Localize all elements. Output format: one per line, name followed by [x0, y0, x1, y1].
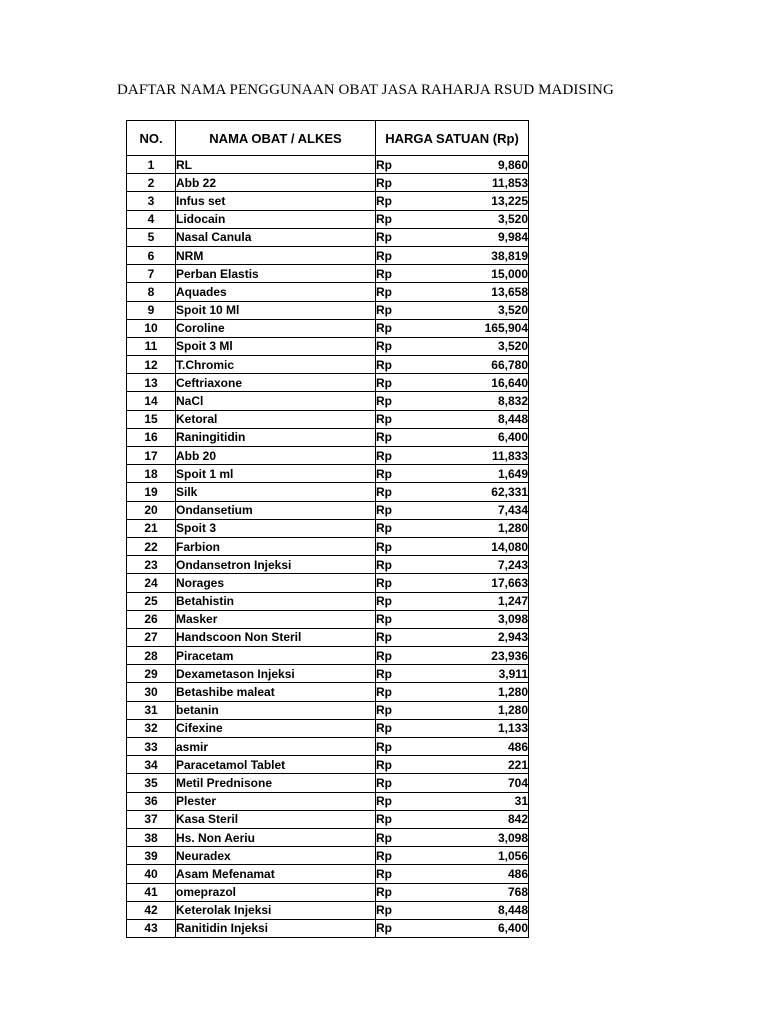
price-cell — [376, 228, 529, 246]
row-number: 36 — [127, 792, 176, 810]
currency-label: Rp — [376, 630, 392, 645]
currency-label: Rp — [376, 357, 392, 372]
currency-label: Rp — [376, 430, 392, 445]
price-cell — [376, 537, 529, 555]
table-row — [127, 319, 529, 337]
price-cell — [376, 828, 529, 846]
row-number: 5 — [127, 228, 176, 246]
price-value: 7,243 — [497, 557, 528, 572]
currency-label: Rp — [376, 866, 392, 881]
price-cell — [376, 465, 529, 483]
table-row — [127, 828, 529, 846]
row-number: 43 — [127, 919, 176, 937]
currency-label: Rp — [376, 503, 392, 518]
row-number: 7 — [127, 265, 176, 283]
drug-name: Ketoral — [176, 410, 376, 428]
row-number: 35 — [127, 774, 176, 792]
price-cell — [376, 665, 529, 683]
price-cell — [376, 628, 529, 646]
drug-name: Spoit 3 — [176, 519, 376, 537]
price-value: 1,280 — [497, 685, 528, 700]
row-number: 10 — [127, 319, 176, 337]
table-row — [127, 792, 529, 810]
price-value: 13,225 — [491, 193, 528, 208]
currency-label: Rp — [376, 575, 392, 590]
currency-label: Rp — [376, 266, 392, 281]
currency-label: Rp — [376, 466, 392, 481]
row-number: 25 — [127, 592, 176, 610]
price-cell — [376, 501, 529, 519]
drug-name: Asam Mefenamat — [176, 865, 376, 883]
price-cell — [376, 901, 529, 919]
currency-label: Rp — [376, 739, 392, 754]
price-value: 11,853 — [491, 175, 528, 190]
row-number: 23 — [127, 556, 176, 574]
row-number: 24 — [127, 574, 176, 592]
drug-name: RL — [176, 156, 376, 174]
price-cell — [376, 265, 529, 283]
price-cell — [376, 810, 529, 828]
price-cell — [376, 792, 529, 810]
row-number: 26 — [127, 610, 176, 628]
row-number: 27 — [127, 628, 176, 646]
table-row — [127, 592, 529, 610]
currency-label: Rp — [376, 157, 392, 172]
price-cell — [376, 774, 529, 792]
price-value: 31 — [514, 794, 528, 809]
drug-price-table — [126, 120, 529, 938]
price-cell — [376, 756, 529, 774]
drug-name: Perban Elastis — [176, 265, 376, 283]
table-row — [127, 265, 529, 283]
price-value: 3,520 — [497, 212, 528, 227]
currency-label: Rp — [376, 848, 392, 863]
drug-name: Raningitidin — [176, 428, 376, 446]
currency-label: Rp — [376, 648, 392, 663]
table-row — [127, 428, 529, 446]
price-cell — [376, 592, 529, 610]
drug-name: Spoit 1 ml — [176, 465, 376, 483]
drug-name: Coroline — [176, 319, 376, 337]
drug-name: Handscoon Non Steril — [176, 628, 376, 646]
drug-name: asmir — [176, 738, 376, 756]
price-cell — [376, 428, 529, 446]
price-value: 2,943 — [497, 630, 528, 645]
drug-name: Ondansetium — [176, 501, 376, 519]
price-value: 486 — [507, 739, 528, 754]
price-cell — [376, 865, 529, 883]
drug-name: Spoit 10 Ml — [176, 301, 376, 319]
price-value: 66,780 — [491, 357, 528, 372]
currency-label: Rp — [376, 830, 392, 845]
price-cell — [376, 174, 529, 192]
currency-label: Rp — [376, 375, 392, 390]
drug-name: Abb 20 — [176, 447, 376, 465]
price-cell — [376, 519, 529, 537]
price-value: 38,819 — [491, 248, 528, 263]
table-row — [127, 556, 529, 574]
drug-name: Ceftriaxone — [176, 374, 376, 392]
row-number: 11 — [127, 337, 176, 355]
price-value: 7,434 — [497, 503, 528, 518]
drug-name: Lidocain — [176, 210, 376, 228]
row-number: 3 — [127, 192, 176, 210]
price-value: 486 — [507, 866, 528, 881]
price-value: 1,280 — [497, 521, 528, 536]
table-row — [127, 228, 529, 246]
table-body — [127, 156, 529, 938]
drug-name: omeprazol — [176, 883, 376, 901]
table-row — [127, 647, 529, 665]
price-cell — [376, 192, 529, 210]
price-cell — [376, 919, 529, 937]
row-number: 6 — [127, 246, 176, 264]
drug-name: Neuradex — [176, 847, 376, 865]
table-row — [127, 374, 529, 392]
table-row — [127, 774, 529, 792]
price-value: 3,098 — [497, 612, 528, 627]
row-number: 17 — [127, 447, 176, 465]
price-cell — [376, 319, 529, 337]
drug-name: Farbion — [176, 537, 376, 555]
drug-name: Betashibe maleat — [176, 683, 376, 701]
row-number: 40 — [127, 865, 176, 883]
row-number: 9 — [127, 301, 176, 319]
row-number: 8 — [127, 283, 176, 301]
table-row — [127, 847, 529, 865]
table-row — [127, 210, 529, 228]
drug-name: Masker — [176, 610, 376, 628]
price-value: 6,400 — [497, 430, 528, 445]
price-value: 8,448 — [497, 412, 528, 427]
drug-name: Paracetamol Tablet — [176, 756, 376, 774]
row-number: 19 — [127, 483, 176, 501]
table-row — [127, 738, 529, 756]
table-row — [127, 683, 529, 701]
table-row — [127, 283, 529, 301]
price-cell — [376, 483, 529, 501]
table-row — [127, 246, 529, 264]
table-row — [127, 628, 529, 646]
drug-name: betanin — [176, 701, 376, 719]
price-value: 1,280 — [497, 703, 528, 718]
drug-name: Norages — [176, 574, 376, 592]
price-value: 8,832 — [497, 394, 528, 409]
currency-label: Rp — [376, 303, 392, 318]
price-value: 8,448 — [497, 903, 528, 918]
price-cell — [376, 647, 529, 665]
currency-label: Rp — [376, 193, 392, 208]
currency-label: Rp — [376, 539, 392, 554]
price-cell — [376, 283, 529, 301]
price-value: 17,663 — [491, 575, 528, 590]
currency-label: Rp — [376, 885, 392, 900]
drug-name: NRM — [176, 246, 376, 264]
price-cell — [376, 356, 529, 374]
table-row — [127, 810, 529, 828]
price-cell — [376, 738, 529, 756]
currency-label: Rp — [376, 321, 392, 336]
table-row — [127, 483, 529, 501]
table-row — [127, 465, 529, 483]
currency-label: Rp — [376, 248, 392, 263]
currency-label: Rp — [376, 484, 392, 499]
price-cell — [376, 337, 529, 355]
header-no: NO. — [127, 121, 176, 156]
price-value: 9,860 — [497, 157, 528, 172]
drug-name: Betahistin — [176, 592, 376, 610]
row-number: 37 — [127, 810, 176, 828]
currency-label: Rp — [376, 212, 392, 227]
table-row — [127, 574, 529, 592]
price-cell — [376, 683, 529, 701]
table-row — [127, 501, 529, 519]
drug-name: NaCl — [176, 392, 376, 410]
price-cell — [376, 556, 529, 574]
row-number: 42 — [127, 901, 176, 919]
currency-label: Rp — [376, 794, 392, 809]
currency-label: Rp — [376, 394, 392, 409]
currency-label: Rp — [376, 685, 392, 700]
table-header-row — [127, 121, 529, 156]
row-number: 4 — [127, 210, 176, 228]
header-name: NAMA OBAT / ALKES — [176, 121, 376, 156]
table-row — [127, 356, 529, 374]
row-number: 18 — [127, 465, 176, 483]
row-number: 32 — [127, 719, 176, 737]
row-number: 38 — [127, 828, 176, 846]
price-value: 6,400 — [497, 921, 528, 936]
currency-label: Rp — [376, 721, 392, 736]
price-cell — [376, 156, 529, 174]
price-value: 16,640 — [491, 375, 528, 390]
currency-label: Rp — [376, 921, 392, 936]
table-row — [127, 756, 529, 774]
row-number: 31 — [127, 701, 176, 719]
drug-name: Abb 22 — [176, 174, 376, 192]
drug-name: Spoit 3 Ml — [176, 337, 376, 355]
row-number: 2 — [127, 174, 176, 192]
table-row — [127, 301, 529, 319]
table-row — [127, 665, 529, 683]
price-value: 3,098 — [497, 830, 528, 845]
currency-label: Rp — [376, 175, 392, 190]
price-value: 23,936 — [491, 648, 528, 663]
drug-name: Cifexine — [176, 719, 376, 737]
row-number: 21 — [127, 519, 176, 537]
table-row — [127, 192, 529, 210]
table-row — [127, 865, 529, 883]
drug-name: Hs. Non Aeriu — [176, 828, 376, 846]
currency-label: Rp — [376, 666, 392, 681]
drug-name: Metil Prednisone — [176, 774, 376, 792]
drug-name: Aquades — [176, 283, 376, 301]
price-cell — [376, 574, 529, 592]
table-row — [127, 610, 529, 628]
row-number: 41 — [127, 883, 176, 901]
row-number: 33 — [127, 738, 176, 756]
drug-name: Infus set — [176, 192, 376, 210]
price-value: 15,000 — [491, 266, 528, 281]
drug-name: Nasal Canula — [176, 228, 376, 246]
table-row — [127, 719, 529, 737]
row-number: 29 — [127, 665, 176, 683]
price-value: 14,080 — [491, 539, 528, 554]
price-cell — [376, 719, 529, 737]
row-number: 30 — [127, 683, 176, 701]
currency-label: Rp — [376, 757, 392, 772]
drug-name: Keterolak Injeksi — [176, 901, 376, 919]
drug-name: Kasa Steril — [176, 810, 376, 828]
drug-name: T.Chromic — [176, 356, 376, 374]
price-cell — [376, 246, 529, 264]
row-number: 12 — [127, 356, 176, 374]
price-value: 165,904 — [484, 321, 528, 336]
drug-name: Ondansetron Injeksi — [176, 556, 376, 574]
currency-label: Rp — [376, 284, 392, 299]
price-value: 62,331 — [491, 484, 528, 499]
row-number: 15 — [127, 410, 176, 428]
header-price: HARGA SATUAN (Rp) — [376, 121, 529, 156]
price-value: 11,833 — [491, 448, 528, 463]
row-number: 22 — [127, 537, 176, 555]
price-value: 842 — [507, 812, 528, 827]
table-row — [127, 519, 529, 537]
price-value: 13,658 — [491, 284, 528, 299]
drug-name: Silk — [176, 483, 376, 501]
price-value: 1,649 — [497, 466, 528, 481]
price-value: 1,247 — [497, 594, 528, 609]
row-number: 1 — [127, 156, 176, 174]
drug-name: Ranitidin Injeksi — [176, 919, 376, 937]
table-row — [127, 883, 529, 901]
row-number: 16 — [127, 428, 176, 446]
currency-label: Rp — [376, 903, 392, 918]
price-cell — [376, 610, 529, 628]
price-cell — [376, 210, 529, 228]
price-value: 3,520 — [497, 339, 528, 354]
currency-label: Rp — [376, 339, 392, 354]
price-value: 3,520 — [497, 303, 528, 318]
currency-label: Rp — [376, 612, 392, 627]
price-value: 704 — [507, 775, 528, 790]
currency-label: Rp — [376, 448, 392, 463]
table-row — [127, 901, 529, 919]
drug-name: Piracetam — [176, 647, 376, 665]
price-value: 9,984 — [497, 230, 528, 245]
row-number: 14 — [127, 392, 176, 410]
price-cell — [376, 701, 529, 719]
price-cell — [376, 301, 529, 319]
currency-label: Rp — [376, 703, 392, 718]
price-cell — [376, 883, 529, 901]
price-value: 1,133 — [497, 721, 528, 736]
price-cell — [376, 374, 529, 392]
currency-label: Rp — [376, 521, 392, 536]
drug-name: Dexametason Injeksi — [176, 665, 376, 683]
price-value: 1,056 — [497, 848, 528, 863]
table-row — [127, 701, 529, 719]
currency-label: Rp — [376, 412, 392, 427]
currency-label: Rp — [376, 557, 392, 572]
price-cell — [376, 392, 529, 410]
price-value: 221 — [507, 757, 528, 772]
currency-label: Rp — [376, 775, 392, 790]
table-row — [127, 919, 529, 937]
currency-label: Rp — [376, 594, 392, 609]
table-row — [127, 392, 529, 410]
row-number: 28 — [127, 647, 176, 665]
row-number: 13 — [127, 374, 176, 392]
table-row — [127, 410, 529, 428]
price-value: 3,911 — [498, 666, 528, 681]
price-cell — [376, 847, 529, 865]
currency-label: Rp — [376, 812, 392, 827]
price-value: 768 — [507, 885, 528, 900]
row-number: 20 — [127, 501, 176, 519]
table-row — [127, 537, 529, 555]
table-row — [127, 156, 529, 174]
document-title: DAFTAR NAMA PENGGUNAAN OBAT JASA RAHARJA RSUD MADISING — [117, 82, 614, 98]
price-cell — [376, 447, 529, 465]
price-cell — [376, 410, 529, 428]
table-row — [127, 337, 529, 355]
table-row — [127, 447, 529, 465]
drug-name: Plester — [176, 792, 376, 810]
currency-label: Rp — [376, 230, 392, 245]
table-row — [127, 174, 529, 192]
row-number: 34 — [127, 756, 176, 774]
row-number: 39 — [127, 847, 176, 865]
